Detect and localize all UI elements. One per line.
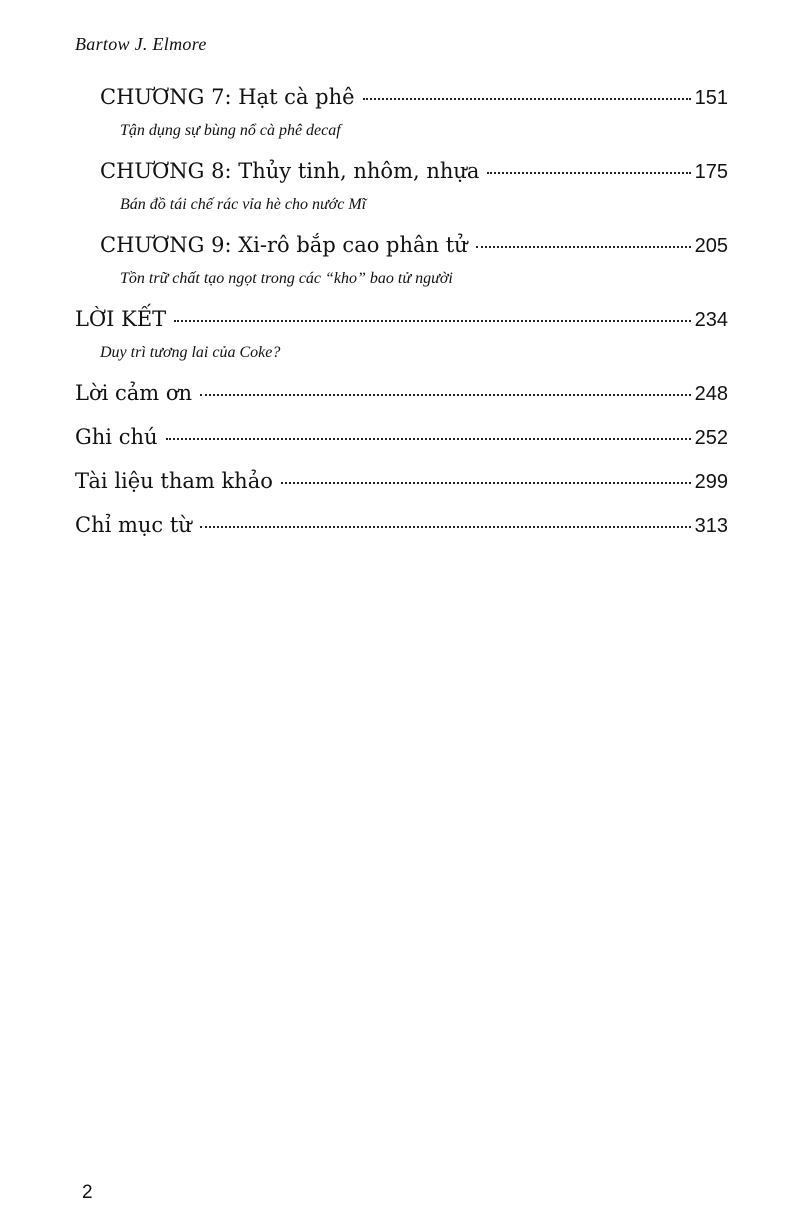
toc-entry-chapter-8[interactable] bbox=[100, 158, 728, 185]
dot-leader bbox=[363, 98, 691, 100]
toc-entry-chapter-9[interactable] bbox=[100, 232, 728, 259]
toc-entry-page: 205 bbox=[694, 235, 728, 257]
toc-entry-page: 252 bbox=[694, 427, 728, 449]
toc-entry-bibliography[interactable] bbox=[75, 468, 728, 495]
toc-entry-page: 151 bbox=[694, 87, 728, 109]
toc-entry-page: 299 bbox=[694, 471, 728, 493]
toc-entry-page: 234 bbox=[694, 309, 728, 331]
toc-entry-subtitle: Tồn trữ chất tạo ngọt trong các “kho” bao tử người bbox=[120, 270, 453, 287]
toc-entry-page: 313 bbox=[694, 515, 728, 537]
toc-entry-page: 175 bbox=[694, 161, 728, 183]
page-number: 2 bbox=[82, 1182, 93, 1203]
running-head-author: Bartow J. Elmore bbox=[75, 34, 207, 54]
dot-leader bbox=[166, 438, 691, 440]
dot-leader bbox=[487, 172, 690, 174]
dot-leader bbox=[200, 394, 691, 396]
toc-entry-subtitle: Duy trì tương lai của Coke? bbox=[100, 344, 281, 361]
toc-entry-title: Ghi chú bbox=[75, 425, 158, 449]
toc-entry-epilogue[interactable] bbox=[75, 306, 728, 333]
toc-entry-page: 248 bbox=[694, 383, 728, 405]
toc-entry-subtitle: Bán đồ tái chế rác vỉa hè cho nước Mĩ bbox=[120, 196, 367, 213]
toc-entry-title: CHƯƠNG 8: Thủy tinh, nhôm, nhựa bbox=[100, 159, 480, 183]
toc-entry-title: Chỉ mục từ bbox=[75, 513, 192, 537]
toc-entry-title: CHƯƠNG 9: Xi-rô bắp cao phân tử bbox=[100, 233, 468, 257]
toc-entry-chapter-7[interactable] bbox=[100, 84, 728, 111]
toc-entry-title: LỜI KẾT bbox=[75, 307, 167, 331]
toc-entry-subtitle: Tận dụng sự bùng nổ cà phê decaf bbox=[120, 122, 341, 139]
toc-entry-title: Lời cảm ơn bbox=[75, 381, 193, 405]
toc-entry-acknowledgements[interactable] bbox=[75, 380, 728, 407]
dot-leader bbox=[174, 320, 690, 322]
toc-entry-title: Tài liệu tham khảo bbox=[75, 469, 273, 493]
dot-leader bbox=[476, 246, 691, 248]
dot-leader bbox=[281, 482, 691, 484]
toc-entry-title: CHƯƠNG 7: Hạt cà phê bbox=[100, 85, 355, 109]
toc-entry-notes[interactable] bbox=[75, 424, 728, 451]
dot-leader bbox=[200, 526, 691, 528]
toc-entry-index[interactable] bbox=[75, 512, 728, 539]
